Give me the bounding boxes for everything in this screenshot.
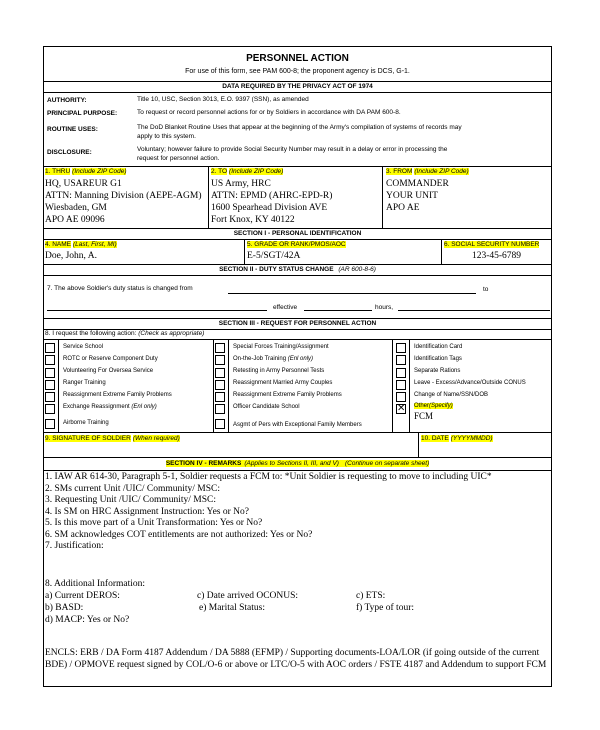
option-label: Change of Name/SSN/DOB [414, 392, 489, 398]
married-couples-checkbox[interactable] [215, 380, 225, 390]
rotc-checkbox[interactable] [45, 355, 55, 365]
thru-address[interactable] [45, 178, 201, 226]
hours-field[interactable] [398, 310, 550, 311]
request-intro-hint: (Check as appropriate) [138, 330, 205, 337]
special-forces-checkbox[interactable] [215, 343, 225, 353]
type-of-tour: f) Type of tour: [356, 603, 414, 613]
routine-label: ROUTINE USES: [47, 126, 98, 133]
option-label: Volunteering For Oversea Service [63, 368, 154, 374]
disclosure-text-2: request for personnel action. [137, 155, 220, 162]
basd: b) BASD: [45, 603, 84, 613]
ssn-header [444, 241, 539, 248]
name-hint: (Last, First, MI) [73, 241, 117, 248]
grade-label: 5. GRADE OR RANK/PMOS/AOC [247, 241, 346, 248]
change-name-checkbox[interactable] [396, 392, 406, 402]
thru-hint: (Include ZIP Code) [72, 168, 127, 175]
thru-header [45, 168, 126, 175]
option-label: Other(Specify) [414, 403, 453, 409]
signature-label: 9. SIGNATURE OF SOLDIER [45, 435, 131, 442]
option-label: Identification Card [414, 344, 463, 350]
signature-hint: (When required) [132, 435, 180, 442]
remark-line: 4. Is SM on HRC Assignment Instruction: Yes or No? [45, 506, 249, 517]
duty-from-field[interactable] [228, 293, 476, 294]
ets: c) ETS: [356, 591, 386, 601]
purpose-text: To request or record personnel actions for or by Soldiers in accordance with DA PAM 600-8. [137, 109, 401, 116]
to-line: ATTN: EPMD (AHRC-EPD-R) [211, 191, 333, 201]
oversea-checkbox[interactable] [45, 368, 55, 378]
form-subtitle: For use of this form, see PAM 600-8; the proponent agency is DCS, G-1. [185, 68, 410, 75]
thru-line: APO AE 09096 [45, 215, 105, 225]
from-hint: (Include ZIP Code) [414, 168, 469, 175]
option-label: Special Forces Training/Assignment [233, 344, 329, 350]
signature-field[interactable] [45, 444, 415, 456]
exchange-checkbox[interactable] [45, 404, 55, 414]
option-label: Asgmt of Pers with Exceptional Family Members [233, 422, 362, 428]
request-intro [45, 330, 204, 337]
to-word: to [483, 286, 489, 293]
thru-line: Wiesbaden, GM [45, 203, 107, 213]
routine-text-2: apply to this system. [137, 133, 196, 140]
date-header [421, 435, 493, 442]
remark-line: 5. Is this move part of a Unit Transformation: Yes or No? [45, 518, 263, 528]
ssn-label: 6. SOCIAL SECURITY NUMBER [444, 241, 540, 248]
remark-line: 2. SMs current Unit /UIC/ Community/ MSC: [45, 483, 220, 494]
effective-field[interactable] [304, 310, 372, 311]
option-label: Service School [63, 344, 104, 350]
from-line: APO AE [386, 203, 420, 213]
privacy-header: DATA REQUIRED BY THE PRIVACY ACT OF 1974 [222, 83, 373, 90]
option-label: Leave - Excess/Advance/Outside CONUS [414, 380, 526, 386]
signature-header [45, 435, 180, 442]
disclosure-text-1: Voluntary; however failure to provide Social Security Number may result in a delay or error in processing the [137, 146, 448, 153]
additional-info-label: 8. Additional Information: [45, 579, 146, 589]
thru-label: 1. THRU [45, 168, 71, 175]
option-label: Separate Rations [414, 368, 461, 374]
to-line: Fort Knox, KY 40122 [211, 215, 295, 225]
to-label: 2. TO [211, 168, 228, 175]
service-school-checkbox[interactable] [45, 343, 55, 353]
date-field[interactable] [421, 444, 549, 456]
section3-header: SECTION III - REQUEST FOR PERSONNEL ACTION [218, 320, 377, 327]
extreme-family-checkbox[interactable] [45, 392, 55, 402]
section1-header: SECTION I - PERSONAL IDENTIFICATION [233, 230, 362, 237]
airborne-checkbox[interactable] [45, 419, 55, 429]
rations-checkbox[interactable] [396, 368, 406, 378]
from-address[interactable] [386, 178, 449, 214]
effective-word: effective [273, 304, 298, 311]
remark-line: 7. Justification: [45, 541, 104, 551]
date-arrived-oconus: c) Date arrived OCONUS: [197, 591, 299, 601]
section2-ref: (AR 600-8-6) [338, 266, 376, 273]
thru-line: ATTN: Manning Division (AEPE-AGM) [45, 191, 202, 201]
to-line: US Army, HRC [211, 179, 271, 189]
authority-label: AUTHORITY: [47, 97, 87, 104]
date-hint: (YYYYMMDD) [450, 435, 493, 442]
ojt-checkbox[interactable] [215, 355, 225, 365]
routine-text-1: The DoD Blanket Routine Uses that appear at the beginning of the Army's compilation of systems of records may [137, 124, 462, 131]
marital-status: e) Marital Status: [199, 603, 265, 613]
ocs-checkbox[interactable] [215, 404, 225, 414]
option-label: Airborne Training [63, 420, 109, 426]
option-label: Retesting in Army Personnel Tests [233, 368, 325, 374]
option-label: Ranger Training [63, 380, 106, 386]
option-label: Reassignment Extreme Family Problems [63, 392, 172, 398]
id-tags-checkbox[interactable] [396, 355, 406, 365]
from-header [386, 168, 469, 175]
remark-line: 3. Requesting Unit /UIC/ Community/ MSC: [45, 495, 217, 505]
enclosures-line-1: ENCLS: ERB / DA Form 4187 Addendum / DA 5888 (EFMP) / Supporting documents-LOA/LOR (if going outside of the current [45, 648, 540, 658]
remarks-field[interactable] [45, 472, 492, 553]
to-hint: (Include ZIP Code) [229, 168, 284, 175]
option-label: Reassignment Married Army Couples [233, 380, 333, 386]
authority-text: Title 10, USC, Section 3013, E.O. 9397 (SSN), as amended [137, 96, 309, 103]
section4-header [43, 460, 552, 467]
grade-field[interactable]: E-5/SGT/42A [247, 251, 301, 261]
section2-header [43, 266, 552, 273]
duty-to-field[interactable] [47, 310, 267, 311]
section4-hint: (Applies to Sections II, III, and V) [241, 460, 339, 467]
section4-hint2: (Continue on separate sheet) [339, 460, 429, 467]
name-field[interactable]: Doe, John, A. [45, 251, 97, 261]
option-label: Reassignment Extreme Family Problems [233, 392, 342, 398]
id-card-checkbox[interactable] [396, 343, 406, 353]
to-header [211, 168, 283, 175]
ssn-field[interactable]: 123-45-6789 [471, 251, 522, 261]
option-label: ROTC or Reserve Component Duty [63, 356, 158, 362]
option-label: Exchange Reassignment (Enl only) [63, 404, 157, 410]
grade-header [247, 241, 346, 248]
to-line: 1600 Spearhead Division AVE [211, 203, 328, 213]
purpose-label: PRINCIPAL PURPOSE: [47, 110, 118, 117]
from-line: YOUR UNIT [386, 191, 438, 201]
option-label: Identification Tags [414, 356, 462, 362]
name-header [45, 241, 117, 248]
option-label: Officer Candidate School [233, 404, 300, 410]
macp: d) MACP: Yes or No? [45, 615, 130, 625]
remark-line: 1. IAW AR 614-30, Paragraph 5-1, Soldier requests a FCM to: *Unit Soldier is requesting to move to including UIC* [45, 472, 492, 482]
remark-line: 6. SM acknowledges COT entitlements are not authorized: Yes or No? [45, 529, 313, 540]
leave-checkbox[interactable] [396, 380, 406, 390]
hours-word: hours, [375, 304, 394, 311]
other-specify-value[interactable]: FCM [414, 411, 434, 421]
extreme-family-2-checkbox[interactable] [215, 392, 225, 402]
efmp-checkbox[interactable] [215, 419, 225, 429]
to-address[interactable] [211, 178, 332, 226]
enclosures-line-2: BDE) / OPMOVE request signed by COL/O-6 or above or LTC/O-5 with AOC orders / FSTE 4187 and Addendum to support FCM [45, 660, 547, 670]
ranger-checkbox[interactable] [45, 380, 55, 390]
thru-line: HQ, USAREUR G1 [45, 179, 122, 189]
other-checkbox[interactable] [396, 404, 406, 414]
date-label: 10. DATE [421, 435, 449, 442]
disclosure-label: DISCLOSURE: [47, 149, 92, 156]
retesting-checkbox[interactable] [215, 368, 225, 378]
name-label: 4. NAME [45, 241, 72, 248]
request-intro-text: 8. I request the following action: [45, 330, 137, 337]
current-deros: a) Current DEROS: [45, 591, 120, 601]
section2-title: SECTION II - DUTY STATUS CHANGE [219, 266, 334, 273]
option-label: On-the-Job Training (Enl only) [233, 356, 314, 362]
from-label: 3. FROM [386, 168, 413, 175]
section4-title: SECTION IV - REMARKS [165, 460, 242, 467]
from-line: COMMANDER [386, 179, 449, 189]
form-title: PERSONNEL ACTION [246, 53, 349, 64]
duty-status-text: 7. The above Soldier's duty status is changed from [47, 285, 193, 292]
